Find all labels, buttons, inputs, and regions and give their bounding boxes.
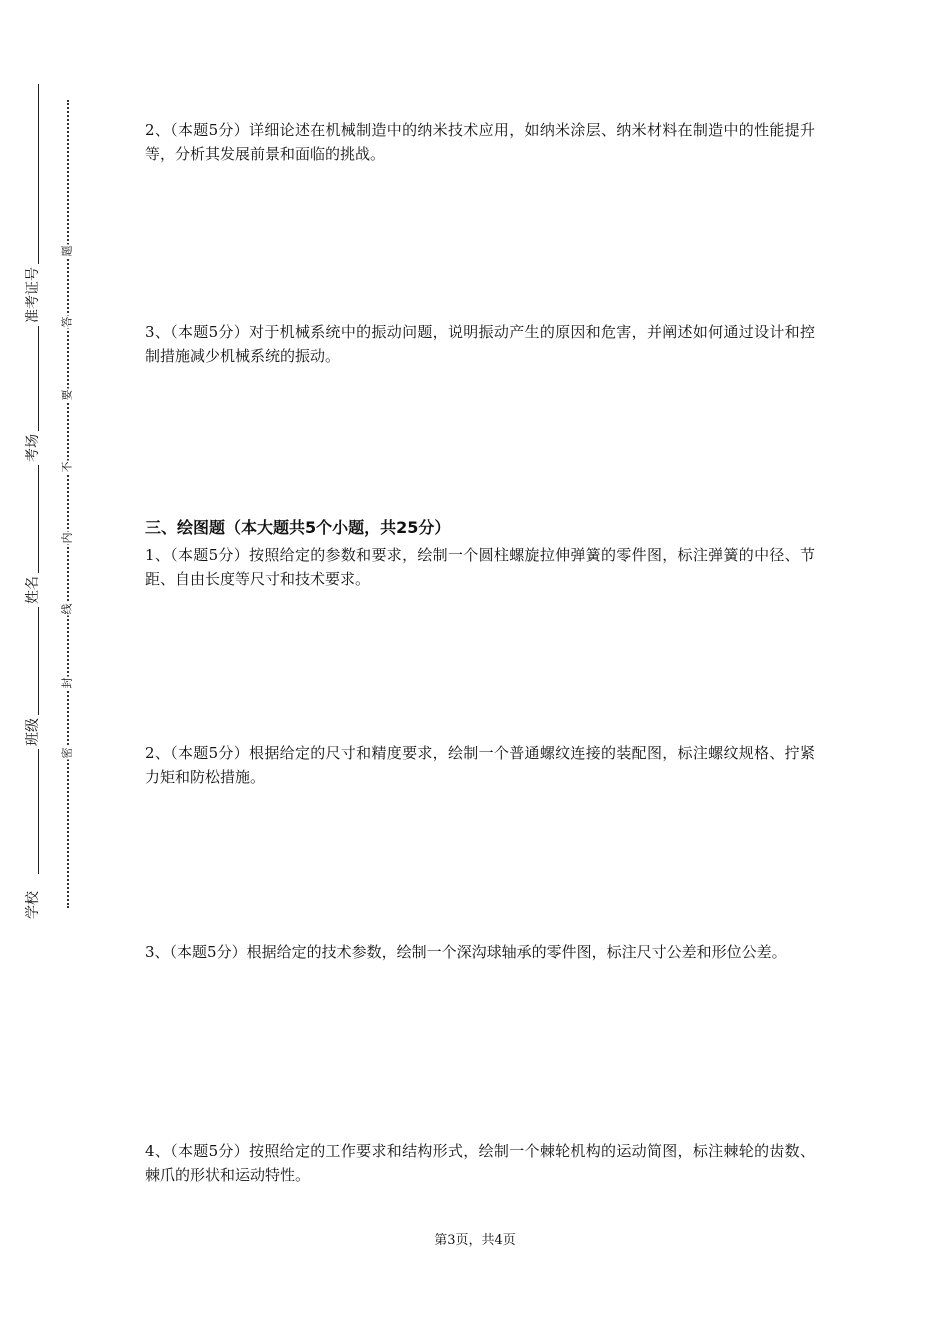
question-score: （本题5分） [169, 943, 247, 961]
binding-margin [0, 0, 110, 1344]
question-number: 3、 [145, 323, 171, 341]
field-name: 姓名 [26, 573, 40, 607]
question-text: 根据给定的尺寸和精度要求，绘制一个普通螺纹连接的装配图，标注螺纹规格、拧紧力矩和防松措施。 [145, 744, 815, 786]
question-text: 详细论述在机械制造中的纳米技术应用，如纳米涂层、纳米材料在制造中的性能提升等，分析其发展前景和面临的挑战。 [145, 121, 815, 163]
question-3-3 [145, 940, 815, 964]
seal-char: 题 [60, 245, 74, 257]
question-text: 按照给定的工作要求和结构形式，绘制一个棘轮机构的运动简图，标注棘轮的齿数、棘爪的形状和运动特性。 [145, 1142, 815, 1184]
question-3-1 [145, 543, 815, 591]
question-text: 按照给定的参数和要求，绘制一个圆柱螺旋拉伸弹簧的零件图，标注弹簧的中径、节距、自由长度等尺寸和技术要求。 [145, 546, 815, 588]
question-2-2 [145, 118, 815, 166]
field-school: 学校 [26, 888, 40, 922]
question-score: （本题5分） [170, 1142, 250, 1160]
field-class: 班级 [26, 715, 40, 749]
question-3-4 [145, 1139, 815, 1187]
question-text: 对于机械系统中的振动问题，说明振动产生的原因和危害，并阐述如何通过设计和控制措施减少机械系统的振动。 [145, 323, 815, 365]
question-score: （本题5分） [170, 744, 250, 762]
seal-char: 密 [60, 747, 74, 759]
seal-dotted-line [67, 100, 69, 908]
seal-char: 线 [60, 603, 74, 615]
question-number: 2、 [145, 744, 171, 762]
seal-char: 不 [60, 461, 74, 473]
question-number: 3、 [145, 943, 170, 961]
seal-char: 封 [60, 677, 74, 689]
seal-char: 要 [60, 389, 74, 401]
question-number: 2、 [145, 121, 171, 139]
question-score: （本题5分） [170, 546, 250, 564]
question-number: 4、 [145, 1142, 171, 1160]
question-score: （本题5分） [170, 121, 250, 139]
question-2-3 [145, 320, 815, 368]
field-exam-number: 准考证号 [26, 264, 40, 326]
section-title-drawing: 三、绘图题（本大题共5个小题，共25分） [145, 518, 451, 537]
seal-char: 内 [60, 532, 74, 544]
question-text: 根据给定的技术参数，绘制一个深沟球轴承的零件图，标注尺寸公差和形位公差。 [246, 943, 787, 961]
field-exam-room: 考场 [26, 431, 40, 465]
question-3-2 [145, 741, 815, 789]
seal-char: 答 [60, 316, 74, 328]
binding-solid-line [38, 84, 39, 874]
page-number-footer: 第3页，共4页 [434, 1233, 516, 1248]
question-number: 1、 [145, 546, 171, 564]
question-score: （本题5分） [170, 323, 250, 341]
